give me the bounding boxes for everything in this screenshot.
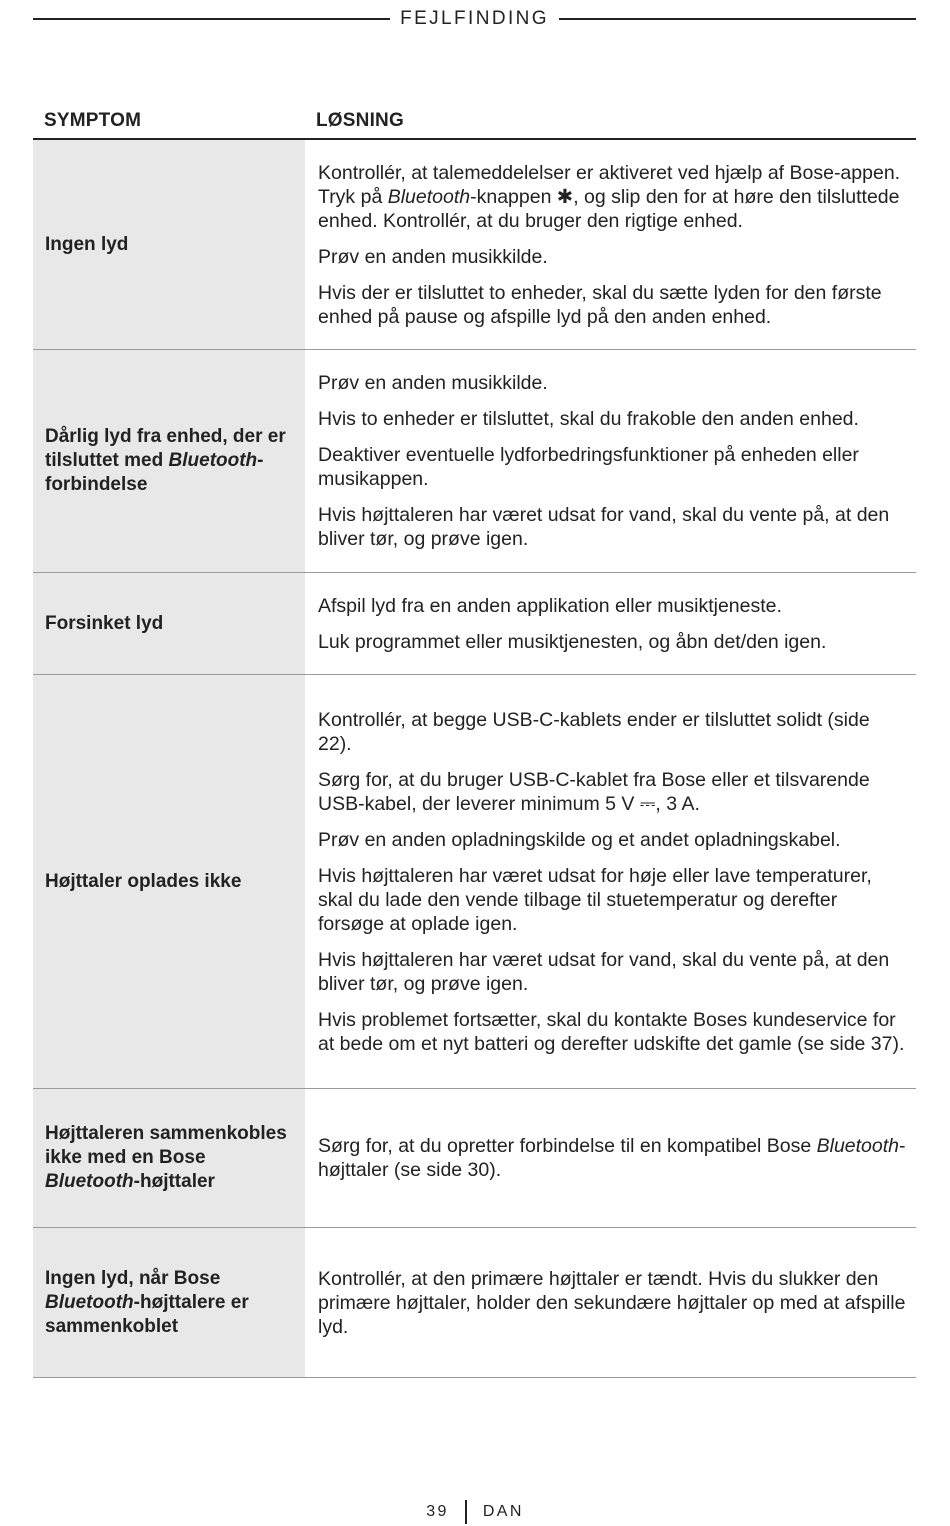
solution-text: Deaktiver eventuelle lydforbedringsfunktioner på enheden eller musikappen. <box>318 444 859 490</box>
table-header <box>33 104 916 140</box>
solution-text: Hvis der er tilsluttet to enheder, skal du sætte lyden for den første enhed på pause og afspille lyd på den anden enhed. <box>318 281 882 328</box>
symptom-cell: Højttaleren sammenkobles ikke med en Bose Bluetooth-højttaler <box>33 1089 305 1227</box>
bluetooth-icon: ✱ <box>556 185 574 208</box>
solution-cell <box>305 1089 916 1227</box>
solution-text: Sørg for, at du opretter forbindelse til en kompatibel Bose Bluetooth-højttaler (se side 30). <box>318 1135 906 1181</box>
page-number: 39 <box>426 1503 449 1520</box>
table-row <box>33 1089 916 1228</box>
solution-cell <box>305 573 916 674</box>
footer-divider <box>465 1500 467 1524</box>
solution-column-header: LØSNING <box>316 110 404 131</box>
header-rule-right <box>559 18 916 20</box>
table-row <box>33 350 916 573</box>
solution-cell <box>305 350 916 572</box>
solution-text: Hvis problemet fortsætter, skal du kontakte Boses kundeservice for at bede om et nyt batteri og derefter udskifte det gamle (se side 37). <box>318 1008 905 1055</box>
solution-text: Prøv en anden opladningskilde og et andet opladningskabel. <box>318 828 841 851</box>
table-row <box>33 140 916 350</box>
table-row <box>33 1228 916 1378</box>
table-row <box>33 675 916 1089</box>
solution-text: Hvis højttaleren har været udsat for vand, skal du vente på, at den bliver tør, og prøve igen. <box>318 504 890 550</box>
header-rule-left <box>33 18 390 20</box>
solution-text: Hvis højttaleren har været udsat for høje eller lave temperaturer, skal du lade den vende tilbage til stuetemperatur og derefter forsøge at oplade igen. <box>318 864 872 935</box>
symptom-cell: Dårlig lyd fra enhed, der er tilsluttet med Bluetooth-forbindelse <box>33 350 305 572</box>
symptom-cell: Højttaler oplades ikke <box>33 675 305 1088</box>
table-row <box>33 573 916 675</box>
symptom-column-header: SYMPTOM <box>44 110 142 131</box>
symptom-cell: Ingen lyd, når Bose Bluetooth-højttalere er sammenkoblet <box>33 1228 305 1377</box>
solution-text: Luk programmet eller musiktjenesten, og åbn det/den igen. <box>318 630 827 653</box>
solution-text: Afspil lyd fra en anden applikation eller musiktjeneste. <box>318 594 782 617</box>
solution-text: Sørg for, at du bruger USB-C-kablet fra Bose eller et tilsvarende USB-kabel, der leverer minimum 5 V ⎓, 3 A. <box>318 768 870 815</box>
solution-text: Kontrollér, at begge USB-C-kablets ender er tilsluttet solidt (side 22). <box>318 708 870 755</box>
solution-text: Hvis to enheder er tilsluttet, skal du frakoble den anden enhed. <box>318 408 859 430</box>
symptom-cell: Ingen lyd <box>33 140 305 349</box>
page-header <box>33 6 916 32</box>
solution-cell <box>305 675 916 1088</box>
solution-cell <box>305 140 916 349</box>
solution-text: Kontrollér, at talemeddelelser er aktiveret ved hjælp af Bose-appen. Tryk på Bluetooth-knappen ✱, og slip den for at høre den tilsluttede enhed. Kontrollér, at du bruger den rigtige enhed. <box>318 161 901 232</box>
solution-text: Kontrollér, at den primære højttaler er tændt. Hvis du slukker den primære højttaler, holder den sekundære højttaler op med at afspille lyd. <box>318 1267 906 1338</box>
troubleshooting-table <box>33 104 916 1378</box>
symptom-cell: Forsinket lyd <box>33 573 305 674</box>
section-title: FEJLFINDING <box>400 8 549 29</box>
solution-text: Hvis højttaleren har været udsat for vand, skal du vente på, at den bliver tør, og prøve igen. <box>318 948 890 995</box>
page-footer <box>0 1498 950 1526</box>
language-code: DAN <box>482 1503 524 1520</box>
solution-cell <box>305 1228 916 1377</box>
solution-text: Prøv en anden musikkilde. <box>318 372 548 394</box>
solution-text: Prøv en anden musikkilde. <box>318 245 548 268</box>
